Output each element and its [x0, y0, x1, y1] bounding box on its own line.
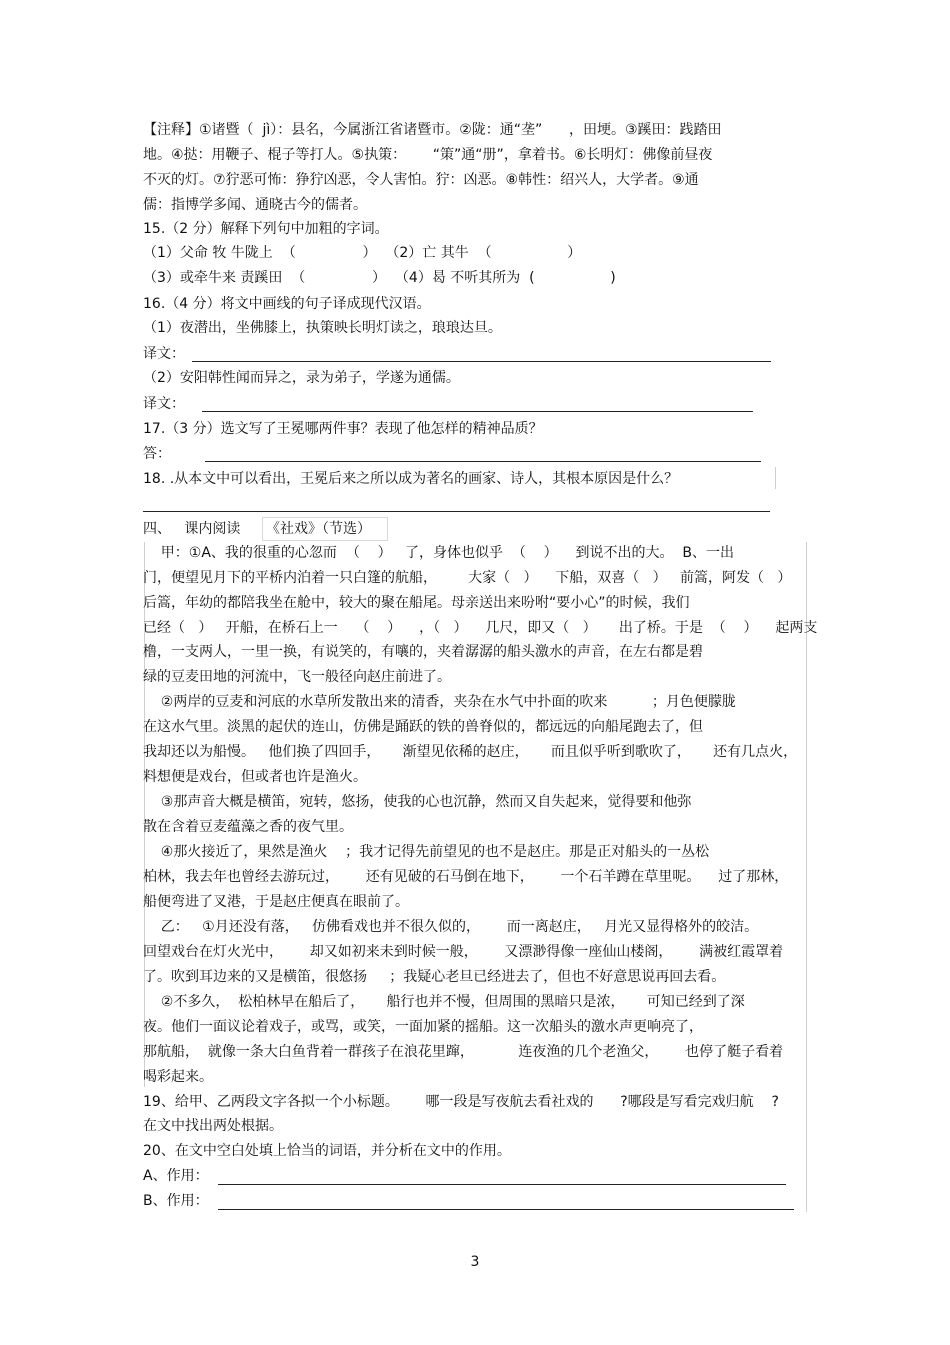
- question-17-answer-line[interactable]: [205, 461, 761, 462]
- section-4-heading: 四、 课内阅读: [143, 521, 241, 537]
- passage-line-3: 后篙，年幼的都陪我坐在舱中，较大的聚在船尾。母亲送出来吩咐“要小心”的时候，我们: [143, 595, 690, 611]
- passage-line-6: 绿的豆麦田地的河流中，飞一般径向赵庄前进了。: [143, 669, 451, 685]
- passage-line-17: 回望戏台在灯火光中， 却又如初来未到时候一般， 又漂渺得像一座仙山楼阁， 满被红霞罩着: [143, 944, 784, 960]
- passage-line-10: 料想便是戏台，但或者也许是渔火。: [143, 769, 367, 785]
- passage-line-22: 喝彩起来。: [143, 1069, 213, 1085]
- passage-line-18: 了。吹到耳边来的又是横笛，很悠扬 ；我疑心老旦已经进去了，但也不好意思说再回去看。: [143, 969, 726, 985]
- passage-title: 《社戏》（节选）: [266, 521, 371, 537]
- passage-line-14: 柏林，我去年也曾经去游玩过， 还有见破的石马倒在地下， 一个石羊蹲在草里呢。 过了那林，: [143, 869, 789, 885]
- annotation-line-1: 【注释】①诸暨（ jì）：县名，今属浙江省诸暨市。②陇：通“垄” ，田埂。③蹊田：践踏田: [143, 122, 722, 138]
- passage-right-border: [806, 542, 807, 1212]
- translation-answer-line-2[interactable]: [202, 411, 753, 412]
- passage-line-13: ④那火接近了，果然是渔火 ；我才记得先前望见的也不是赵庄。那是正对船头的一丛松: [143, 844, 710, 860]
- question-18-answer-line[interactable]: [143, 511, 770, 512]
- passage-line-8: 在这水气里。淡黑的起伏的连山，仿佛是踊跃的铁的兽脊似的，都远远的向船尾跑去了，但: [143, 719, 703, 735]
- annotation-line-4: 儒：指博学多闻、通晓古今的儒者。: [143, 197, 367, 213]
- passage-line-11: ③那声音大概是横笛，宛转，悠扬，使我的心也沉静，然而又自失起来，觉得要和他弥: [143, 794, 692, 810]
- passage-line-12: 散在含着豆麦蕴藻之香的夜气里。: [143, 819, 353, 835]
- answer-label-b: B、作用：: [143, 1193, 209, 1209]
- question-20-stem: 20、在文中空白处填上恰当的词语，并分析在文中的作用。: [143, 1143, 511, 1159]
- question-18-stem: 18. .从本文中可以看出，王冕后来之所以成为著名的画家、诗人，其根本原因是什么？: [143, 471, 679, 487]
- question-15-stem: 15.（2 分）解释下列句中加粗的字词。: [143, 221, 389, 237]
- question-16-sentence-1: （1）夜潜出，坐佛膝上，执策映长明灯读之，琅琅达旦。: [143, 320, 502, 336]
- translation-label-2: 译文：: [143, 396, 185, 412]
- question-15-row-1: （1）父命 牧 牛陇上 （ ） （2）亡 其牛 （ ）: [143, 245, 582, 261]
- translation-answer-line-1[interactable]: [192, 361, 771, 362]
- passage-line-9: 我却还以为船慢。 他们换了四回手， 渐望见依稀的赵庄， 而且似乎听到歌吹了， 还有几点火，: [143, 744, 798, 760]
- page-number: 3: [470, 1254, 480, 1270]
- question-19-line-1: 19、给甲、乙两段文字各拟一个小标题。 哪一段是写夜航去看社戏的 ?哪段是写看完戏归航 ?: [143, 1094, 779, 1110]
- translation-label-1: 译文：: [143, 346, 185, 362]
- answer-label: 答：: [143, 446, 171, 462]
- passage-line-19: ②不多久， 松柏林早在船后了， 船行也并不慢，但周围的黑暗只是浓， 可知已经到了深: [143, 994, 745, 1010]
- question-16-sentence-2: （2）安阳韩性闻而异之，录为弟子，学遂为通儒。: [143, 370, 460, 386]
- answer-line-b[interactable]: [218, 1209, 794, 1210]
- annotation-line-3: 不灭的灯。⑦狞恶可怖：狰狞凶恶，令人害怕。狞：凶恶。⑧韩性：绍兴人，大学者。⑨通: [143, 172, 699, 188]
- question-17-stem: 17.（3 分）选文写了王冕哪两件事？表现了他怎样的精神品质？: [143, 421, 543, 437]
- passage-line-4: 已经（ ） 开船，在桥石上一 （ ） ，（ ） 几尺，即又（ ） 出了桥。于是 （ ） 起两支: [143, 620, 818, 636]
- answer-line-a[interactable]: [218, 1184, 786, 1185]
- passage-line-21: 那航船， 就像一条大白鱼背着一群孩子在浪花里蹿， 连夜渔的几个老渔父， 也停了艇子看着: [143, 1044, 784, 1060]
- passage-line-15: 船便弯进了叉港，于是赵庄便真在眼前了。: [143, 894, 409, 910]
- annotation-line-2: 地。④挞：用鞭子、棍子等打人。⑤执策： “策”通“册”，拿着书。⑥长明灯：佛像前昼夜: [143, 147, 713, 163]
- question-19-line-2: 在文中找出两处根据。: [143, 1118, 283, 1134]
- question-16-stem: 16.（4 分）将文中画线的句子译成现代汉语。: [143, 296, 431, 312]
- divider: [775, 467, 776, 489]
- passage-line-7: ②两岸的豆麦和河底的水草所发散出来的清香，夹杂在水气中扑面的吹来 ；月色便朦胧: [143, 694, 736, 710]
- question-15-row-2: （3）或牵牛来 责蹊田 （ ） （4）曷 不听其所为 ( ): [143, 270, 616, 286]
- passage-line-2: 门，便望见月下的平桥内泊着一只白篷的航船， 大家（ ） 下船，双喜（ ） 前篙，阿发（ ）: [143, 570, 792, 586]
- passage-line-5: 橹，一支两人，一里一换，有说笑的，有嚷的，夹着潺潺的船头激水的声音，在左右都是碧: [143, 644, 703, 660]
- passage-line-1: 甲：①A、我的很重的心忽而 （ ） 了，身体也似乎 （ ） 到说不出的大。 B、一出: [143, 545, 734, 561]
- answer-label-a: A、作用：: [143, 1168, 209, 1184]
- passage-line-16: 乙： ①月还没有落， 仿佛看戏也并不很久似的， 而一离赵庄， 月光又显得格外的皎洁。: [143, 919, 759, 935]
- passage-line-20: 夜。他们一面议论着戏子，或骂，或笑，一面加紧的摇船。这一次船头的激水声更响亮了，: [143, 1019, 703, 1035]
